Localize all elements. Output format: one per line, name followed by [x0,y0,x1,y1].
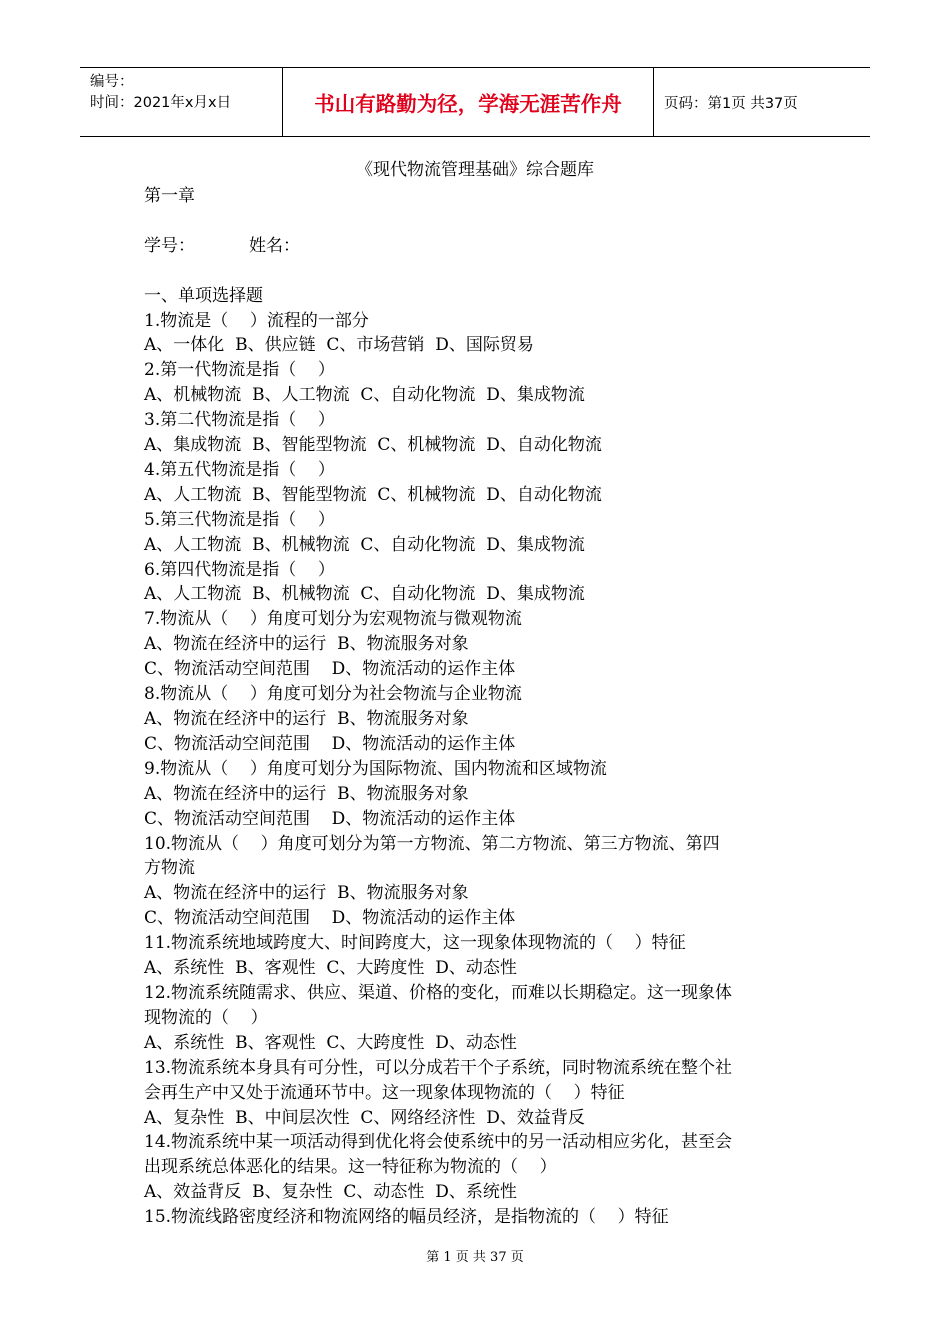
text-line: 15.物流线路密度经济和物流网络的幅员经济，是指物流的（ ）特征 [144,1207,669,1228]
text-line: 6.第四代物流是指（ ） [144,559,335,580]
text-line: 出现系统总体恶化的结果。这一特征称为物流的（ ） [144,1157,557,1178]
text-line: 现物流的（ ） [144,1007,268,1028]
text-line: C、物流活动空间范围 D、物流活动的运作主体 [144,808,516,829]
text-line: 方物流 [144,858,195,879]
text-line: A、人工物流 B、机械物流 C、自动化物流 D、集成物流 [144,584,585,605]
text-line: A、物流在经济中的运行 B、物流服务对象 [144,634,469,655]
text-line: A、物流在经济中的运行 B、物流服务对象 [144,709,469,729]
header-page-number: 页码：第1页 共37页 [664,95,798,112]
text-line: 13.物流系统本身具有可分性，可以分成若干个子系统，同时物流系统在整个社 [144,1057,733,1078]
text-line: 学号： 姓名： [144,235,301,256]
text-line: 1.物流是（ ）流程的一部分 [144,310,369,331]
text-line: A、人工物流 B、智能型物流 C、机械物流 D、自动化物流 [144,484,602,505]
text-line: 7.物流从（ ）角度可划分为宏观物流与微观物流 [144,609,522,630]
text-line: C、物流活动空间范围 D、物流活动的运作主体 [144,908,516,929]
text-line: 9.物流从（ ）角度可划分为国际物流、国内物流和区域物流 [144,758,607,779]
page-header [80,67,870,137]
document-number-label: 编号： [90,74,134,90]
text-line: A、物流在经济中的运行 B、物流服务对象 [144,883,469,904]
text-line: A、机械物流 B、人工物流 C、自动化物流 D、集成物流 [144,385,585,406]
text-line: A、系统性 B、客观性 C、大跨度性 D、动态性 [144,1032,517,1053]
text-line: 第一章 [144,186,195,206]
text-line: C、物流活动空间范围 D、物流活动的运作主体 [144,659,516,680]
text-line: 14.物流系统中某一项活动得到优化将会使系统中的另一活动相应劣化，甚至会 [144,1132,733,1153]
text-line: A、系统性 B、客观性 C、大跨度性 D、动态性 [144,958,517,979]
text-line: A、人工物流 B、机械物流 C、自动化物流 D、集成物流 [144,534,585,555]
header-page-cell [654,68,870,136]
text-line: 4.第五代物流是指（ ） [144,459,335,480]
text-line: 会再生产中又处于流通环节中。这一现象体现物流的（ ）特征 [144,1082,625,1103]
text-line: A、物流在经济中的运行 B、物流服务对象 [144,783,469,804]
text-line: C、物流活动空间范围 D、物流活动的运作主体 [144,733,516,754]
header-motto-cell [282,68,654,136]
text-line: 5.第三代物流是指（ ） [144,509,335,530]
page-footer: 第 1 页 共 37 页 [426,1250,524,1265]
text-line: A、集成物流 B、智能型物流 C、机械物流 D、自动化物流 [144,435,602,456]
header-left-cell [80,68,282,136]
question-bank-body [144,184,808,1230]
header-motto: 书山有路勤为径，学海无涯苦作舟 [314,92,622,116]
text-line: 3.第二代物流是指（ ） [144,410,335,431]
text-line: 10.物流从（ ）角度可划分为第一方物流、第二方物流、第三方物流、第四 [144,833,720,854]
document-date-label: 时间：2021年x月x日 [90,95,232,111]
text-line: A、一体化 B、供应链 C、市场营销 D、国际贸易 [144,335,534,356]
document-title: 《现代物流管理基础》综合题库 [356,160,594,180]
blank-line [144,259,808,284]
text-line: 12.物流系统随需求、供应、渠道、价格的变化，而难以长期稳定。这一现象体 [144,982,733,1003]
text-line: A、效益背反 B、复杂性 C、动态性 D、系统性 [144,1182,517,1203]
text-line: A、复杂性 B、中间层次性 C、网络经济性 D、效益背反 [144,1107,585,1128]
text-line: 2.第一代物流是指（ ） [144,360,335,381]
blank-line [144,209,808,234]
text-line: 8.物流从（ ）角度可划分为社会物流与企业物流 [144,684,522,705]
text-line: 一、单项选择题 [144,285,263,306]
text-line: 11.物流系统地域跨度大、时间跨度大，这一现象体现物流的（ ）特征 [144,933,686,954]
